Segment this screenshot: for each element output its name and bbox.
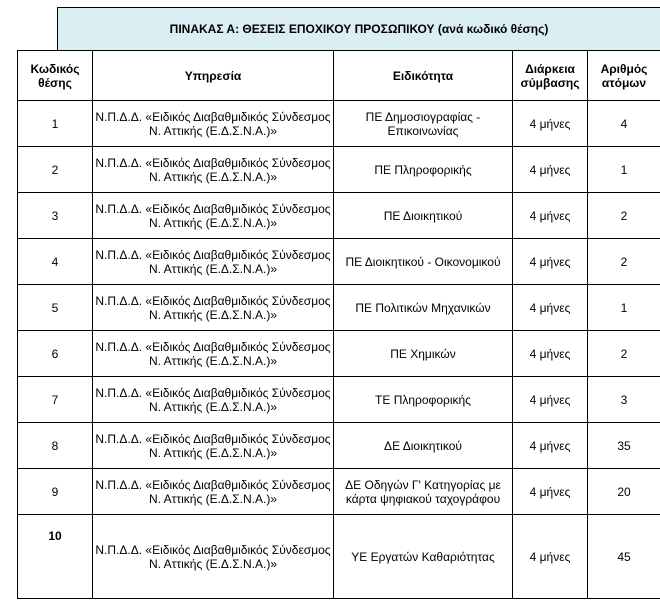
header-duration: Διάρκεια σύμβασης: [513, 51, 588, 101]
cell-persons: 35: [588, 423, 660, 469]
cell-code: 3: [18, 193, 93, 239]
cell-code: 7: [18, 377, 93, 423]
table-row: [18, 147, 660, 193]
cell-code: 10: [18, 515, 93, 599]
cell-duration: 4 μήνες: [513, 469, 588, 515]
cell-code: 8: [18, 423, 93, 469]
cell-code: 9: [18, 469, 93, 515]
cell-persons: 2: [588, 239, 660, 285]
cell-persons: 1: [588, 147, 660, 193]
cell-specialty: ΠΕ Πολιτικών Μηχανικών: [334, 285, 513, 331]
table-row: [18, 193, 660, 239]
cell-service: Ν.Π.Δ.Δ. «Ειδικός Διαβαθμιδικός Σύνδεσμος Ν. Αττικής (Ε.Δ.Σ.Ν.Α.)»: [93, 377, 334, 423]
cell-service: Ν.Π.Δ.Δ. «Ειδικός Διαβαθμιδικός Σύνδεσμος Ν. Αττικής (Ε.Δ.Σ.Ν.Α.)»: [93, 147, 334, 193]
cell-service: Ν.Π.Δ.Δ. «Ειδικός Διαβαθμιδικός Σύνδεσμος Ν. Αττικής (Ε.Δ.Σ.Ν.Α.)»: [93, 423, 334, 469]
cell-persons: 45: [588, 515, 660, 599]
cell-duration: 4 μήνες: [513, 285, 588, 331]
table-row: [18, 469, 660, 515]
table-title: ΠΙΝΑΚΑΣ Α: ΘΕΣΕΙΣ ΕΠΟΧΙΚΟΥ ΠΡΟΣΩΠΙΚΟΥ (ανά κωδικό θέσης): [57, 7, 660, 50]
cell-specialty: ΠΕ Πληροφορικής: [334, 147, 513, 193]
table-row: [18, 515, 660, 599]
cell-specialty: ΔΕ Οδηγών Γ' Κατηγορίας με κάρτα ψηφιακού ταχογράφου: [334, 469, 513, 515]
cell-service: Ν.Π.Δ.Δ. «Ειδικός Διαβαθμιδικός Σύνδεσμος Ν. Αττικής (Ε.Δ.Σ.Ν.Α.)»: [93, 469, 334, 515]
cell-duration: 4 μήνες: [513, 423, 588, 469]
table-row: [18, 423, 660, 469]
cell-service: Ν.Π.Δ.Δ. «Ειδικός Διαβαθμιδικός Σύνδεσμος Ν. Αττικής (Ε.Δ.Σ.Ν.Α.)»: [93, 101, 334, 147]
cell-duration: 4 μήνες: [513, 377, 588, 423]
cell-duration: 4 μήνες: [513, 331, 588, 377]
cell-service: Ν.Π.Δ.Δ. «Ειδικός Διαβαθμιδικός Σύνδεσμος Ν. Αττικής (Ε.Δ.Σ.Ν.Α.)»: [93, 239, 334, 285]
cell-duration: 4 μήνες: [513, 147, 588, 193]
header-persons: Αριθμός ατόμων: [588, 51, 660, 101]
cell-persons: 3: [588, 377, 660, 423]
cell-duration: 4 μήνες: [513, 101, 588, 147]
cell-code: 4: [18, 239, 93, 285]
table-row: [18, 377, 660, 423]
header-service: Υπηρεσία: [93, 51, 334, 101]
cell-service: Ν.Π.Δ.Δ. «Ειδικός Διαβαθμιδικός Σύνδεσμος Ν. Αττικής (Ε.Δ.Σ.Ν.Α.)»: [93, 515, 334, 599]
cell-service: Ν.Π.Δ.Δ. «Ειδικός Διαβαθμιδικός Σύνδεσμος Ν. Αττικής (Ε.Δ.Σ.Ν.Α.)»: [93, 193, 334, 239]
table-row: [18, 285, 660, 331]
cell-specialty: ΠΕ Διοικητικού: [334, 193, 513, 239]
positions-table: [17, 50, 660, 599]
cell-duration: 4 μήνες: [513, 239, 588, 285]
header-code: Κωδικός θέσης: [18, 51, 93, 101]
cell-persons: 4: [588, 101, 660, 147]
cell-duration: 4 μήνες: [513, 515, 588, 599]
cell-specialty: ΠΕ Διοικητικού - Οικονομικού: [334, 239, 513, 285]
header-row: [18, 51, 660, 101]
cell-specialty: ΤΕ Πληροφορικής: [334, 377, 513, 423]
cell-service: Ν.Π.Δ.Δ. «Ειδικός Διαβαθμιδικός Σύνδεσμος Ν. Αττικής (Ε.Δ.Σ.Ν.Α.)»: [93, 285, 334, 331]
cell-specialty: ΠΕ Χημικών: [334, 331, 513, 377]
cell-duration: 4 μήνες: [513, 193, 588, 239]
cell-specialty: ΠΕ Δημοσιογραφίας - Επικοινωνίας: [334, 101, 513, 147]
cell-code: 2: [18, 147, 93, 193]
cell-persons: 20: [588, 469, 660, 515]
cell-persons: 2: [588, 193, 660, 239]
cell-code: 1: [18, 101, 93, 147]
header-specialty: Ειδικότητα: [334, 51, 513, 101]
table-row: [18, 101, 660, 147]
cell-code: 6: [18, 331, 93, 377]
cell-service: Ν.Π.Δ.Δ. «Ειδικός Διαβαθμιδικός Σύνδεσμος Ν. Αττικής (Ε.Δ.Σ.Ν.Α.)»: [93, 331, 334, 377]
cell-specialty: ΥΕ Εργατών Καθαριότητας: [334, 515, 513, 599]
cell-code: 5: [18, 285, 93, 331]
cell-persons: 1: [588, 285, 660, 331]
table-row: [18, 239, 660, 285]
cell-specialty: ΔΕ Διοικητικού: [334, 423, 513, 469]
cell-persons: 2: [588, 331, 660, 377]
table-row: [18, 331, 660, 377]
